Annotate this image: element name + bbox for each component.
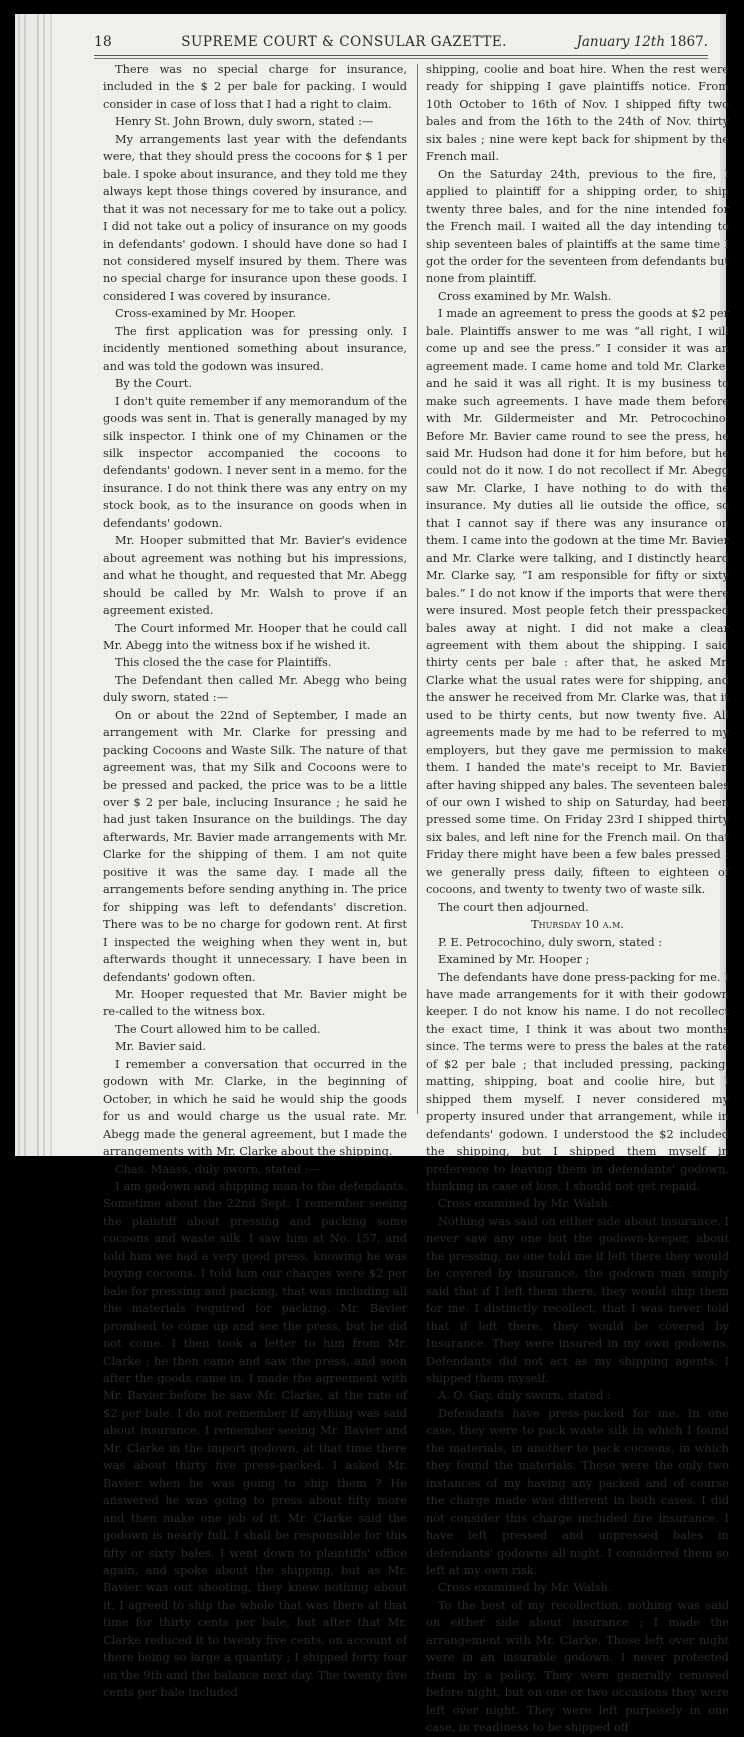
session-heading: Thursday 10 a.m. [531, 917, 624, 932]
column-divider [417, 64, 418, 1114]
gazette-page [15, 14, 729, 1735]
paragraph: shipping, coolie and boat hire. When the rest were ready for shipping I gave plaintiffs notice. From 10th October to 16th of Nov. I shipped fifty two bales and from the 16th to the 24th of Nov. thirty six bales ; nine were kept back for shipment by the French mail. [426, 62, 729, 164]
paragraph: Mr. Hooper submitted that Mr. Bavier's evidence about agreement was nothing but his impressions, and what he thought, and requested that Mr. Abegg should be called by Mr. Walsh to prove if an agreement existed. [103, 533, 407, 618]
paragraph: To the best of my recollection, nothing was said on either side about insurance ; I made the arrangement with Mr. Clarke. Those left over night were in an insurable godown. I never protected them by a policy. They were generally removed before night, but on one or two occasions they were left over night. They were left purposely in one case, in readiness to be shipped off [426, 1597, 729, 1735]
paragraph: My arrangements last year with the defendants were, that they should press the cocoons for $ 1 per bale. I spoke about insurance, and they told me they always kept those things covered by insurance, and that it was not necessary for me to take out a policy. I did not take out a policy of insurance on my goods in defendants' godown. I should have done so had I not considered myself insured by them. There was no special charge for insurance upon these goods. I considered I was covered by insurance. [103, 131, 407, 303]
issue-date-year: 1867. [669, 34, 708, 50]
paragraph: Defendants have press-packed for me. In one case, they were to pack waste silk in which I found the materials, in another to pack cocoons, in which they found the materials. These were the only two instances of my having any packed and of course the charge made was different in both cases. I did not consider this charge included fire insurance. I have left pressed and unpressed bales in defendants' godowns all night. I considered them so left at my own risk. [426, 1405, 729, 1577]
paragraph: This closed the the case for Plaintiffs. [115, 655, 332, 670]
paragraph: Examined by Mr. Hooper ; [438, 952, 590, 967]
paragraph: The Defendant then called Mr. Abegg who being duly sworn, stated :— [103, 672, 407, 705]
running-header [94, 28, 708, 50]
page-number: 18 [94, 34, 112, 50]
paragraph: There was no special charge for insurance, included in the $ 2 per bale for packing. I would consider in case of loss that I had a right to claim. [103, 62, 407, 111]
paragraph: Cross examined by Mr. Walsh. [438, 288, 612, 303]
right-column [426, 61, 729, 1737]
paragraph: Cross examined by Mr. Walsh. [438, 1196, 612, 1211]
left-column [103, 61, 407, 1702]
paragraph: I don't quite remember if any memorandum of the goods was sent in. That is generally managed by my silk inspector. I think one of my Chinamen or the silk inspector accompanied the cocoons to defendants' godown. I never sent in a memo. for the insurance. I do not think there was any entry on my stock book, as to the insurance on goods when in defendants' godown. [103, 393, 407, 530]
header-rule-thin [94, 58, 708, 59]
paragraph: I remember a conversation that occurred in the godown with Mr. Clarke, in the beginning of October, in which he said he would ship the goods for us and would charge us the usual rate. Mr. Abegg made the general agreement, but I made the arrangements with Mr. Clarke about the shipping. [103, 1056, 407, 1159]
book-binding-edge [15, 14, 57, 1156]
paragraph: The Court allowed him to be called. [115, 1021, 321, 1036]
paragraph: The Court informed Mr. Hooper that he could call Mr. Abegg into the witness box if he wished it. [103, 620, 407, 652]
paragraph: Cross examined by Mr. Walsh. [438, 1580, 612, 1595]
paragraph: I made an agreement to press the goods at $2 per bale. Plaintiffs answer to me was “all right, I will come up and see the press.” I consider it was an agreement made. I came home and told Mr. Clarke, and he said it was all right. It is my business to make such agreements. I have made them before with Mr. Gildermeister and Mr. Petrocochino. Before Mr. Bavier came round to see the press, he said Mr. Hudson had done it for him before, but he could not do it now. I do not recollect if Mr. Abegg saw Mr. Clarke, I have nothing to do with the insurance. My duties all lie outside the office, so that I cannot say if there was any insurance on them. I came into the godown at the time Mr. Bavier and Mr. Clarke were talking, and I distinctly heard Mr. Clarke say, “I am responsible for fifty or sixty bales.” I do not know if the imports that were there were insured. Most people fetch their presspacked bales away at night. I did not make a clear agreement with them about the shipping. I said thirty cents per bale : after that, he asked Mr. Clarke what the usual rates were for shipping, and the answer he received from Mr. Clarke was, that it used to be thirty cents, but now twenty five. All agreements made by me had to be referred to my employers, but they gave me permission to make them. I handed the mate's receipt to Mr. Bavier, after having shipped any bales. The seventeen bales of our own I wished to ship on Saturday, had been pressed some time. On Friday 23rd I shipped thirty six bales, and left nine for the French mail. On that Friday there might have been a few bales pressed ; we generally press daily, fifteen to eighteen of cocoons, and twenty to twenty two of waste silk. [426, 306, 729, 897]
header-rule-thick [94, 55, 708, 56]
paragraph: The court then adjourned. [438, 899, 589, 914]
issue-date-day: January 12th [576, 34, 666, 50]
issue-date [576, 34, 708, 50]
paragraph: I am godown and shipping man to the defendants. Sometime about the 22nd Sept. I remember seeing the plaintiff about pressing and packing some cocoons and waste silk. I saw him at No. 157, and told him we had a very good press, knowing he was buying cocoons. I told him our charges were $2 per bale for pressing and packing, that was including all the materials required for packing. Mr. Bavier promised to come up and see the press, but he did not come. I then took a letter to him from Mr. Clarke ; he then came and saw the press, and soon after the goods came in. I made the agreement with Mr. Bavier before he saw Mr. Clarke, at the rate of $2 per bale. I do not remember if anything was said about insurance. I remember seeing Mr. Bavier and Mr. Clarke in the import godown, at that time there was about thirty five press-packed. I asked Mr. Bavier when he was going to ship them ? He answered he was going to press about fifty more and then make one job of it. Mr. Clarke said the godown is nearly full, I shall be responsible for this fifty or sixty bales. I went down to plaintiffs' office again, and spoke about the shipping, but as Mr. Bavier was out shooting, they knew nothing about it. I agreed to ship the whole that was there at that time for thirty cents per bale, but after that Mr. Clarke reduced it to twenty five cents, on account of there being so large a quantity ; I shipped forty four on the 9th and the balance next day. The twenty five cents per bale included [103, 1179, 407, 1700]
paragraph: Mr. Hooper requested that Mr. Bavier might be re-called to the witness box. [103, 987, 407, 1019]
paragraph: The defendants have done press-packing for me. I have made arrangements for it with their godown keeper. I do not know his name. I do not recollect the exact time, I think it was about two months since. The terms were to press the bales at the rate of $2 per bale ; that included pressing, packing, matting, shipping, boat and coolie hire, but I shipped them myself. I never considered my property insured under that arrangement, while in defendants' godown. I understood the $2 included the shipping, but I shipped them myself in preference to leaving them in defendants' godown, thinking in case of loss, I should not get repaid. [426, 969, 729, 1193]
paragraph: A. O. Gay, duly sworn, stated : [438, 1388, 611, 1403]
publication-title: SUPREME COURT & CONSULAR GAZETTE. [181, 34, 507, 50]
paragraph: Mr. Bavier said. [115, 1039, 206, 1054]
paragraph: P. E. Petrocochino, duly sworn, stated : [438, 934, 663, 949]
paragraph: By the Court. [115, 376, 192, 391]
paragraph: On the Saturday 24th, previous to the fire, I applied to plaintiff for a shipping order, to ship twenty three bales, and for the nine intended for the French mail. I waited all the day intending to ship seventeen bales of plaintiffs at the same time I got the order for the seventeen from defendants but none from plaintiff. [426, 166, 729, 286]
paragraph: Nothing was said on either side about insurance. I never saw any one but the godown-keeper, about the pressing, no one told me if left there they would be covered by insurance, the godown man simply said that if I left them there, they would ship them for me. I distinctly recollect, that I was never told that if left there, they would be covered by Insurance. They were insured in my own godowns. Defendants did not act as my shipping agents. I shipped them myself. [426, 1213, 729, 1385]
paragraph: Chas. Maass, duly sworn, stated :— [115, 1161, 320, 1176]
paragraph: Cross-examined by Mr. Hooper. [115, 306, 297, 321]
paragraph: Henry St. John Brown, duly sworn, stated :— [115, 114, 374, 129]
paragraph: On or about the 22nd of September, I made an arrangement with Mr. Clarke for pressing and packing Cocoons and Waste Silk. The nature of that agreement was, that my Silk and Cocoons were to be pressed and packed, the price was to be a little over $ 2 per bale, inclucing Insurance ; he said he had just taken Insurance on the buildings. The day afterwards, Mr. Bavier made arrangements with Mr. Clarke for the shipping of them. I am not quite positive it was the same day. I made all the arrangements before sending anything in. The price for shipping was left to defendants' discretion. There was to be no charge for godown rent. At first I inspected the weighing when they went in, but afterwards thought it unnecessary. I have been in defendants' godown often. [103, 707, 407, 984]
paragraph: The first application was for pressing only. I incidently mentioned something about insurance, and was told the godown was insured. [103, 323, 407, 373]
